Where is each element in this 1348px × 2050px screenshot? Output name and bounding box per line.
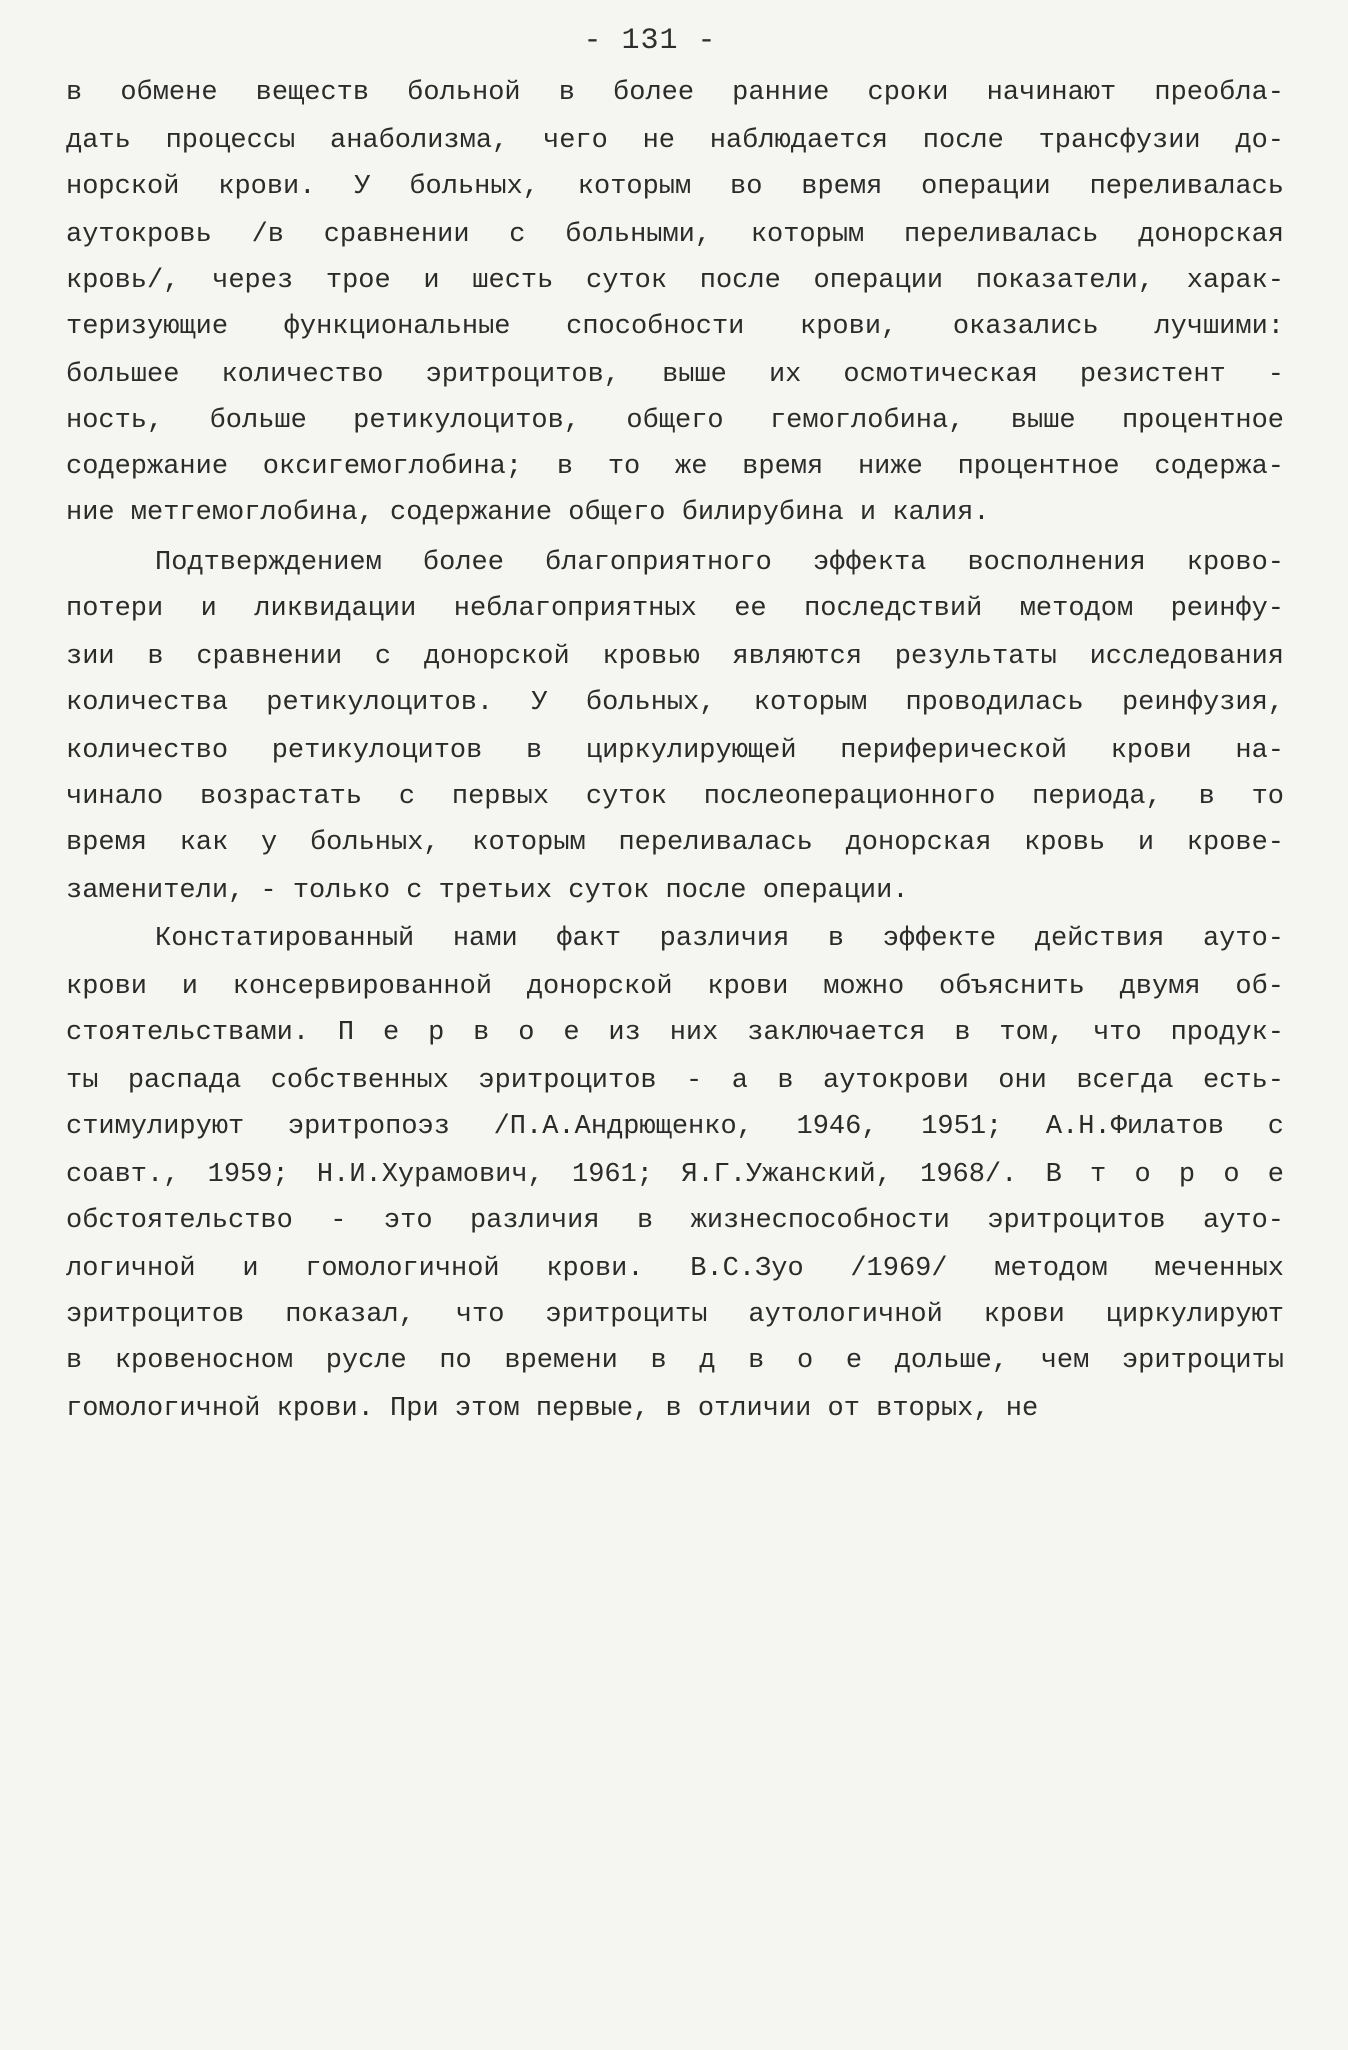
text-line-17: время как у больных, которым переливалась донорская кровь и крове- bbox=[66, 828, 1284, 858]
text-line-4: аутокровь /в сравнении с больными, которым переливалась донорская bbox=[66, 220, 1284, 250]
text-line-5: кровь/, через трое и шесть суток после операции показатели, харак- bbox=[66, 266, 1284, 296]
text-line-14: количества ретикулоцитов. У больных, которым проводилась реинфузия, bbox=[66, 688, 1284, 718]
text-line-29: гомологичной крови. При этом первые, в отличии от вторых, не bbox=[66, 1394, 1039, 1424]
text-line-12: потери и ликвидации неблагоприятных ее последствий методом реинфу- bbox=[66, 594, 1284, 624]
text-line-10: ние метгемоглобина, содержание общего билирубина и калия. bbox=[66, 498, 990, 528]
page-number: - 131 - bbox=[583, 24, 717, 58]
text-line-8: ность, больше ретикулоцитов, общего гемоглобина, выше процентное bbox=[66, 406, 1284, 436]
text-line-13: зии в сравнении с донорской кровью являются результаты исследования bbox=[66, 642, 1284, 672]
text-line-21: стоятельствами. П е р в о е из них заключается в том, что продук- bbox=[66, 1018, 1284, 1048]
text-line-9: содержание оксигемоглобина; в то же время ниже процентное содержа- bbox=[66, 452, 1284, 482]
text-line-7: большее количество эритроцитов, выше их осмотическая резистент - bbox=[66, 360, 1284, 390]
text-line-19: Констатированный нами факт различия в эффекте действия ауто- bbox=[155, 924, 1284, 954]
text-line-26: логичной и гомологичной крови. В.С.Зуо /1969/ методом меченных bbox=[66, 1254, 1284, 1284]
text-line-24: соавт., 1959; Н.И.Хурамович, 1961; Я.Г.Ужанский, 1968/. В т о р о е bbox=[66, 1160, 1284, 1190]
text-line-2: дать процессы анаболизма, чего не наблюдается после трансфузии до- bbox=[66, 126, 1284, 156]
text-line-28: в кровеносном русле по времени в д в о е дольше, чем эритроциты bbox=[66, 1346, 1284, 1376]
text-line-1: в обмене веществ больной в более ранние сроки начинают преобла- bbox=[66, 78, 1284, 108]
text-line-22: ты распада собственных эритроцитов - а в аутокрови они всегда есть- bbox=[66, 1066, 1284, 1096]
text-line-15: количество ретикулоцитов в циркулирующей периферической крови на- bbox=[66, 736, 1284, 766]
text-line-11: Подтверждением более благоприятного эффекта восполнения крово- bbox=[155, 548, 1284, 578]
text-line-18: заменители, - только с третьих суток после операции. bbox=[66, 876, 909, 906]
text-line-20: крови и консервированной донорской крови можно объяснить двумя об- bbox=[66, 972, 1284, 1002]
text-line-27: эритроцитов показал, что эритроциты аутологичной крови циркулируют bbox=[66, 1300, 1284, 1330]
text-line-16: чинало возрастать с первых суток послеоперационного периода, в то bbox=[66, 782, 1284, 812]
text-line-23: стимулируют эритропоэз /П.А.Андрющенко, 1946, 1951; А.Н.Филатов с bbox=[66, 1112, 1284, 1142]
text-line-6: теризующие функциональные способности крови, оказались лучшими: bbox=[66, 312, 1284, 342]
text-line-3: норской крови. У больных, которым во время операции переливалась bbox=[66, 172, 1284, 202]
text-line-25: обстоятельство - это различия в жизнеспособности эритроцитов ауто- bbox=[66, 1206, 1284, 1236]
